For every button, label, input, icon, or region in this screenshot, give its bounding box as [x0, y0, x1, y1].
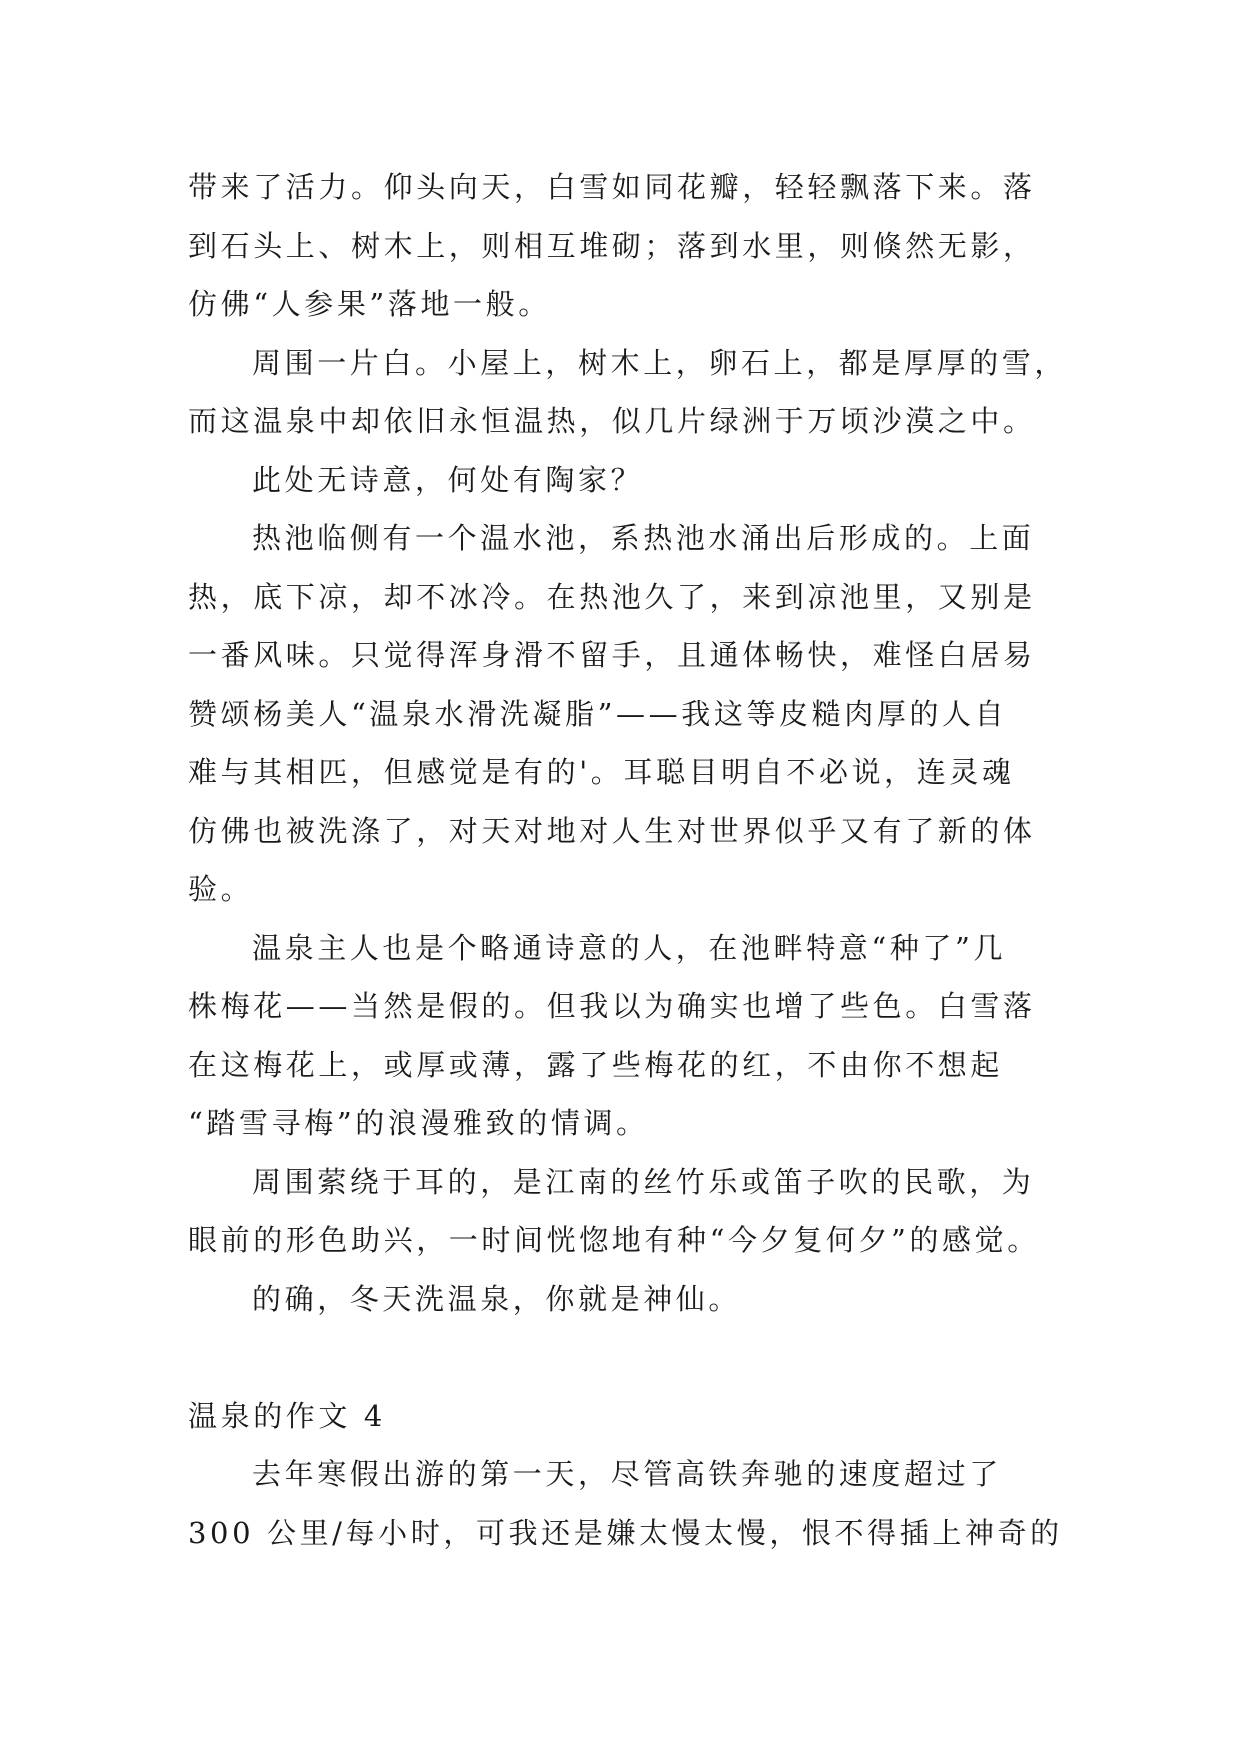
paragraph-line: 热池临侧有一个温水池，系热池水涌出后形成的。上面 [252, 521, 1035, 555]
paragraph-line: 周围一片白。小屋上，树木上，卵石上，都是厚厚的雪， [252, 345, 1068, 380]
paragraph-line: 赞颂杨美人“温泉水滑洗凝脂”——我这等皮糙肉厚的人自 [188, 696, 1008, 731]
paragraph-line: 到石头上、树木上，则相互堆砌；落到水里，则倏然无影， [188, 228, 1036, 263]
paragraph-line: 仿佛也被洗涤了，对天对地对人生对世界似乎又有了新的体 [188, 813, 1036, 848]
paragraph-line: 株梅花——当然是假的。但我以为确实也增了些色。白雪落 [188, 989, 1036, 1023]
section-title: 温泉的作文 4 [188, 1398, 386, 1433]
paragraph-line: 而这温泉中却依旧永恒温热，似几片绿洲于万顷沙漠之中。 [188, 404, 1036, 438]
paragraph-line: “踏雪寻梅”的浪漫雅致的情调。 [188, 1106, 649, 1140]
paragraph-line: 周围萦绕于耳的，是江南的丝竹乐或笛子吹的民歌，为 [252, 1164, 1035, 1199]
paragraph-line: 仿佛“人参果”落地一般。 [188, 287, 551, 321]
section-gap [188, 1328, 1068, 1387]
paragraph-line: 眼前的形色助兴，一时间恍惚地有种“今夕复何夕”的感觉。 [188, 1223, 1040, 1257]
paragraph-line: 难与其相匹，但感觉是有的'。耳聪目明自不必说，连灵魂 [188, 755, 1015, 789]
paragraph-line: 去年寒假出游的第一天，尽管高铁奔驰的速度超过了 [252, 1457, 1002, 1491]
document-body [188, 158, 1068, 1562]
paragraph-line: 热，底下凉，却不冰冷。在热池久了，来到凉池里，又别是 [188, 579, 1036, 614]
paragraph-line: 带来了活力。仰头向天，白雪如同花瓣，轻轻飘落下来。落 [188, 170, 1036, 204]
paragraph-line: 温泉主人也是个略通诗意的人，在池畔特意“种了”几 [252, 930, 1007, 965]
paragraph-line: 验。 [188, 872, 254, 906]
paragraph-line: 在这梅花上，或厚或薄，露了些梅花的红，不由你不想起 [188, 1047, 1004, 1082]
paragraph-line: 300 公里/每小时，可我还是嫌太慢太慢，恨不得插上神奇的 [188, 1515, 1063, 1550]
paragraph-line: 一番风味。只觉得浑身滑不留手，且通体畅快，难怪白居易 [188, 638, 1036, 672]
paragraph-line: 此处无诗意，何处有陶家？ [252, 462, 644, 497]
paragraph-line: 的确，冬天洗温泉，你就是神仙。 [252, 1281, 742, 1316]
